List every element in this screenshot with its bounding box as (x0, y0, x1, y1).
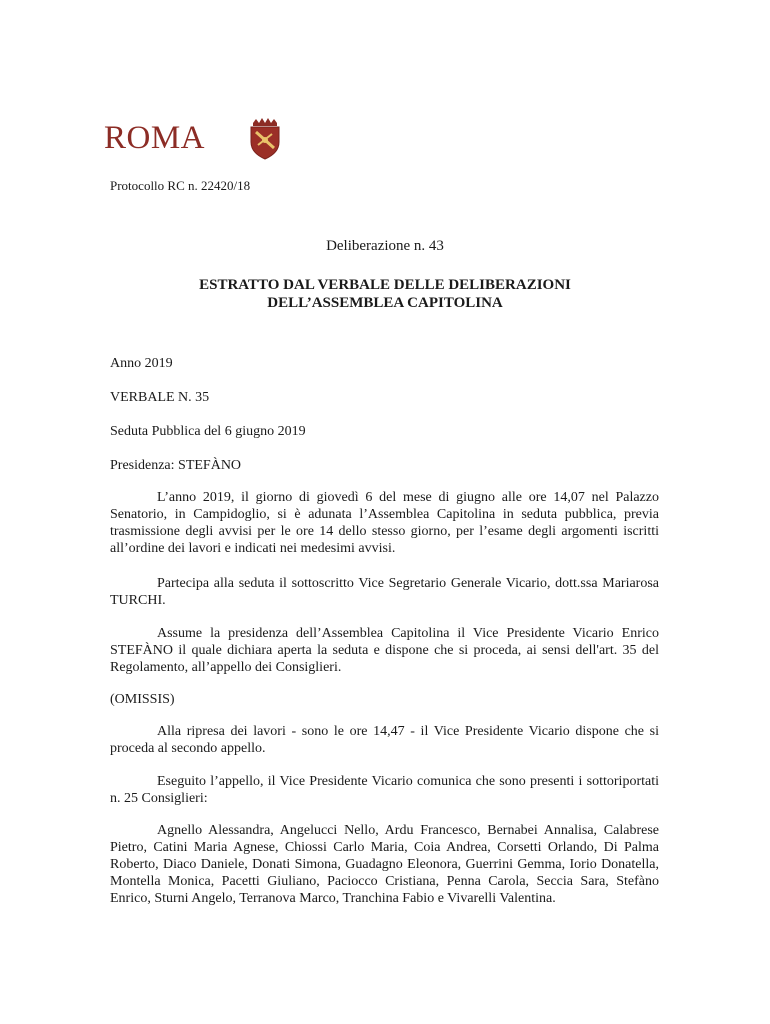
verbale-number: VERBALE N. 35 (110, 390, 210, 405)
omissis-marker: (OMISSIS) (110, 692, 175, 707)
roma-logo (104, 118, 304, 162)
title-line: DELL’ASSEMBLEA CAPITOLINA (267, 295, 503, 311)
title-line: ESTRATTO DAL VERBALE DELLE DELIBERAZIONI (199, 277, 571, 293)
roma-wordmark: ROMA (104, 120, 206, 156)
year-line: Anno 2019 (110, 356, 173, 371)
rome-crest-icon (248, 118, 282, 160)
deliberation-number: Deliberazione n. 43 (326, 238, 444, 254)
presidency-paragraph: Assume la presidenza dell’Assemblea Capitolina il Vice Presidente Vicario Enrico STEFÀNO il quale dichiara aperta la seduta e dispone che si proceda, ai sensi dell'art. 35 del Regolamento, all’appello dei Consiglieri. (110, 626, 659, 675)
presidency-line: Presidenza: STEFÀNO (110, 458, 242, 473)
document-title (0, 276, 770, 312)
rollcall-paragraph: Eseguito l’appello, il Vice Presidente Vicario comunica che sono presenti i sottoriportati n. 25 Consiglieri: (110, 774, 659, 806)
protocol-number: Protocollo RC n. 22420/18 (110, 178, 251, 193)
resumption-paragraph: Alla ripresa dei lavori - sono le ore 14,47 - il Vice Presidente Vicario dispone che si proceda al secondo appello. (110, 724, 659, 756)
secretary-paragraph: Partecipa alla seduta il sottoscritto Vice Segretario Generale Vicario, dott.ssa Mariarosa TURCHI. (110, 576, 659, 608)
opening-paragraph: L’anno 2019, il giorno di giovedì 6 del mese di giugno alle ore 14,07 nel Palazzo Senatorio, in Campidoglio, si è adunata l’Assemblea Capitolina in seduta pubblica, previa trasmissione degli avvisi per le ore 14 dello stesso giorno, per l’esame degli argomenti iscritti all’ordine dei lavori e indicati nei medesimi avvisi. (110, 490, 659, 556)
councillors-list: Agnello Alessandra, Angelucci Nello, Ardu Francesco, Bernabei Annalisa, Calabrese Pietro, Catini Maria Agnese, Chiossi Carlo Maria, Coia Andrea, Corsetti Orlando, Di Palma Roberto, Diaco Daniele, Donati Simona, Guadagno Eleonora, Guerrini Gemma, Iorio Donatella, Montella Monica, Pacetti Giuliano, Paciocco Cristiana, Penna Carola, Seccia Sara, Stefàno Enrico, Sturni Angelo, Terranova Marco, Tranchina Fabio e Vivarelli Valentina. (110, 823, 659, 906)
session-date: Seduta Pubblica del 6 giugno 2019 (110, 424, 306, 439)
